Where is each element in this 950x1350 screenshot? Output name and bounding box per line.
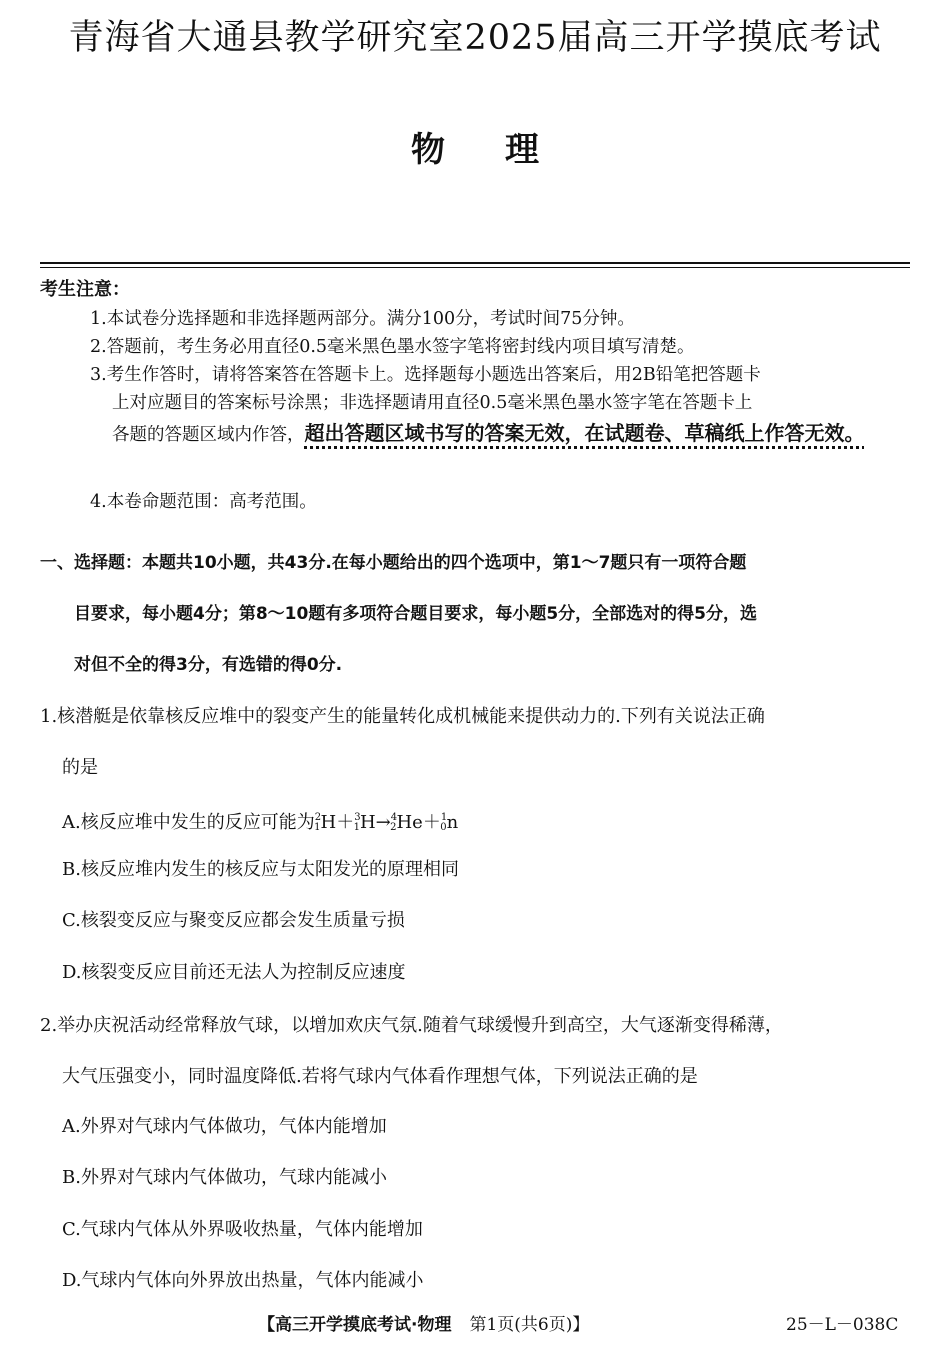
notice-emphasis: 超出答题区域书写的答案无效，在试题卷、草稿纸上作答无效。	[304, 421, 865, 445]
deuterium-symbol: H	[320, 812, 337, 833]
notice-heading: 考生注意：	[40, 279, 130, 300]
notice-item-3-text: 各题的答题区域内作答，	[112, 425, 305, 445]
option-a-text: A.核反应堆中发生的反应可能为	[62, 812, 315, 833]
section-1-line2: 目要求，每小题4分；第8～10题有多项符合题目要求，每小题5分，全部选对的得5分，选	[74, 604, 757, 624]
question-2-option-d: D.气球内气体向外界放出热量，气体内能减小	[62, 1270, 424, 1291]
question-2-option-a: A.外界对气球内气体做功，气体内能增加	[62, 1116, 387, 1137]
question-1-option-a	[62, 803, 458, 843]
question-1-option-d: D.核裂变反应目前还无法人为控制反应速度	[62, 962, 406, 983]
notice-item-1: 1.本试卷分选择题和非选择题两部分。满分100分，考试时间75分钟。	[90, 309, 635, 329]
neutron-symbol: n	[446, 812, 459, 833]
helium-charge: 2	[390, 822, 397, 833]
footer-code: 25－L－038C	[786, 1315, 899, 1335]
deuterium-mass: 2	[314, 812, 322, 823]
plus-1: ＋	[336, 812, 355, 833]
tritium-charge: 1	[353, 822, 360, 833]
question-2-line2: 大气压强变小，同时温度降低.若将气球内气体看作理想气体，下列说法正确的是	[62, 1066, 698, 1087]
neutron-mass: 1	[440, 812, 448, 823]
nuclear-equation	[315, 812, 458, 833]
header-rule-thin	[40, 267, 910, 268]
section-1-instructions	[40, 538, 912, 691]
notice-item-4: 4.本卷命题范围：高考范围。	[90, 492, 317, 512]
footer-exam-name: 【高三开学摸底考试·物理	[258, 1315, 452, 1335]
header-rule-thick	[40, 262, 910, 264]
footer-exam-label	[258, 1312, 589, 1338]
footer-page-number: 第1页(共6页)】	[469, 1315, 590, 1335]
question-1-option-c: C.核裂变反应与聚变反应都会发生质量亏损	[62, 910, 405, 931]
notice-item-3	[90, 361, 912, 451]
helium-mass: 4	[390, 812, 398, 823]
question-1-stem	[40, 691, 912, 793]
question-2-option-b: B.外界对气球内气体做功，气球内能减小	[62, 1167, 387, 1188]
helium-symbol: He	[396, 812, 423, 833]
question-2-stem	[40, 1000, 912, 1102]
notice-item-3-line3	[90, 417, 912, 451]
plus-2: ＋	[422, 812, 441, 833]
notice-item-3-line2: 上对应题目的答案标号涂黑；非选择题请用直径0.5毫米黑色墨水签字笔在答题卡上	[112, 393, 753, 413]
question-2-line1: 2.举办庆祝活动经常释放气球，以增加欢庆气氛.随着气球缓慢升到高空，大气逐渐变得稀薄，	[40, 1015, 783, 1036]
section-1-line3: 对但不全的得3分，有选错的得0分.	[74, 655, 343, 675]
question-1-option-b: B.核反应堆内发生的核反应与太阳发光的原理相同	[62, 859, 459, 880]
question-1-line1: 1.核潜艇是依靠核反应堆中的裂变产生的能量转化成机械能来提供动力的.下列有关说法正确	[40, 706, 765, 727]
tritium-mass: 3	[354, 812, 361, 823]
tritium-symbol: H	[359, 812, 376, 833]
notice-item-2: 2.答题前，考生务必用直径0.5毫米黑色墨水签字笔将密封线内项目填写清楚。	[90, 337, 695, 357]
deuterium-charge: 1	[314, 822, 321, 833]
neutron-charge: 0	[440, 822, 447, 833]
section-1-line1: 一、选择题：本题共10小题，共43分.在每小题给出的四个选项中，第1～7题只有一项符合题	[40, 553, 747, 573]
reaction-arrow: →	[375, 812, 391, 833]
question-1-line2: 的是	[62, 757, 98, 778]
notice-item-3-line1: 3.考生作答时，请将答案答在答题卡上。选择题每小题选出答案后，用2B铅笔把答题卡	[90, 365, 761, 385]
subject-title: 物理	[411, 130, 599, 170]
exam-title: 青海省大通县教学研究室2025届高三开学摸底考试	[68, 18, 882, 58]
question-2-option-c: C.气球内气体从外界吸收热量，气体内能增加	[62, 1219, 423, 1240]
